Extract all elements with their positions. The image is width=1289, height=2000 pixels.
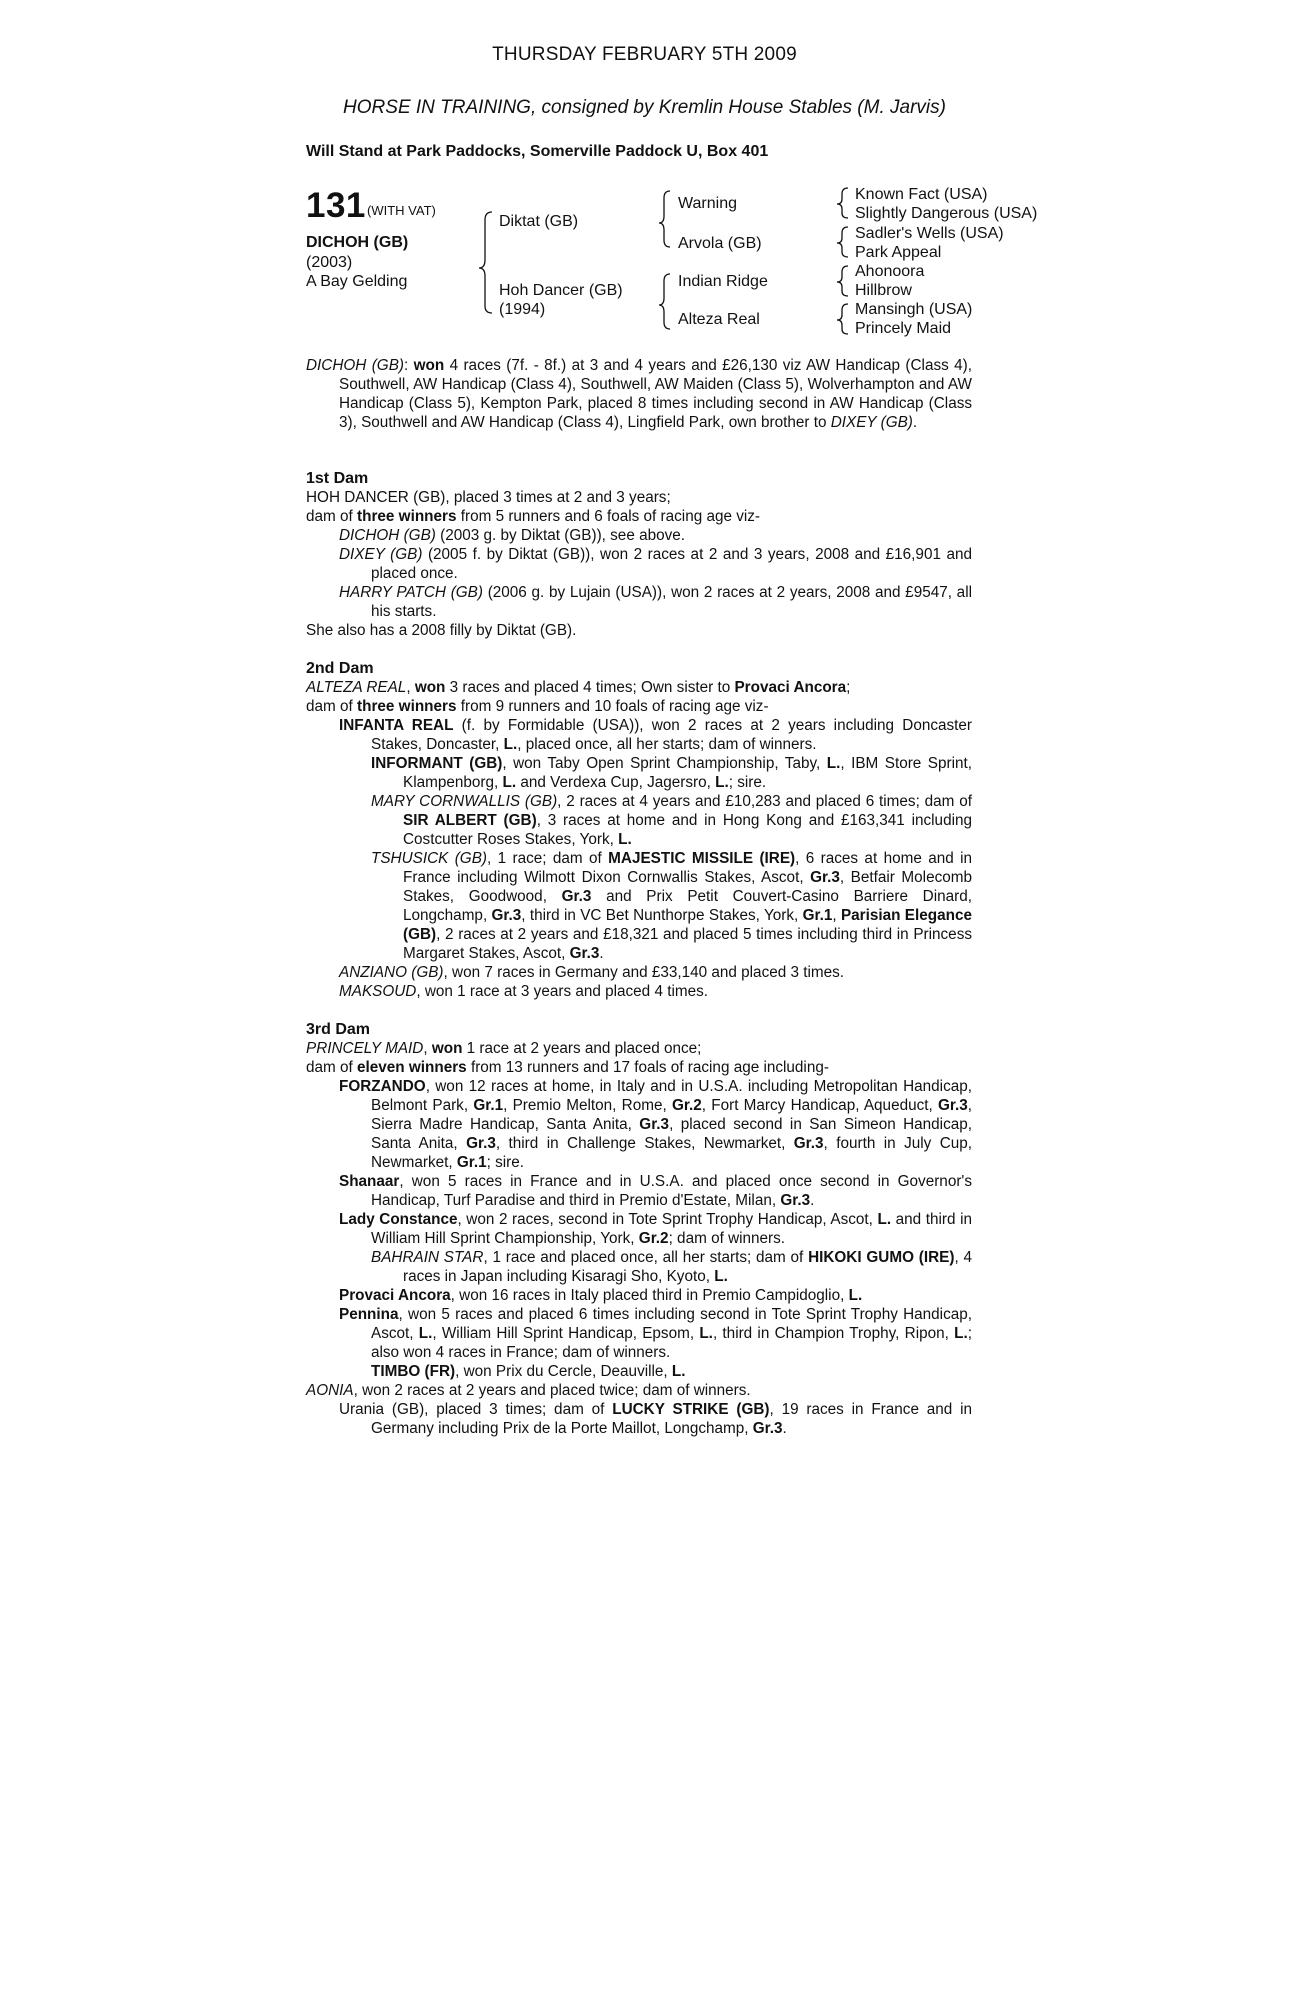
pedigree-gen3-4: Park Appeal [855,244,942,261]
pedigree-dam-year: (1994) [499,301,546,318]
second-dam-section: 2nd Dam ALTEZA REAL, won 3 races and placed 4 times; Own sister to Provaci Ancora; dam of three winners from 9 runners and 10 foals of racing age viz- INFANTA REAL (f. by Formidable (USA)), won 2 races at 2 years including Doncaster Stakes, Doncaster, L., placed once, all her starts; dam of winners. INFORMANT (GB), won Taby Open Sprint Championship, Taby, L., IBM Store Sprint, Klampenborg, L. and Verdexa Cup, Jagersro, L.; sire. MARY CORNWALLIS (GB), 2 races at 4 years and £10,283 and placed 6 times; dam of SIR ALBERT (GB), 3 races at home and in Hong Kong and £163,341 including Costcutter Roses Stakes, York, L. TSHUSICK (GB), 1 race; dam of MAJESTIC MISSILE (IRE), 6 races at home and in France including Wilmott Dixon Cornwallis Stakes, Ascot, Gr.3, Betfair Molecomb Stakes, Goodwood, Gr.3 and Prix Petit Couvert-Casino Barriere Dinard, Longchamp, Gr.3, third in VC Bet Nunthorpe Stakes, York, Gr.1, Parisian Elegance (GB), 2 races at 2 years and £18,321 and placed 5 times including third in Princess Margaret Stakes, Ascot, Gr.3. ANZIANO (GB), won 7 races in Germany and £33,140 and placed 3 times. MAKSOUD, won 1 race at 3 years and placed 4 times. [306,660,973,1000]
progeny-entry: ANZIANO (GB), won 7 races in Germany and £33,140 and placed 3 times. [339,964,845,981]
progeny-entry: Urania (GB), placed 3 times; dam of LUCKY STRIKE (GB), 19 races in France and in Germany including Prix de la Porte Maillot, Longchamp, Gr.3. [339,1401,973,1437]
progeny-entry: Provaci Ancora, won 16 races in Italy placed third in Premio Campidoglio, L. [339,1287,863,1304]
progeny-entry: INFORMANT (GB), won Taby Open Sprint Championship, Taby, L., IBM Store Sprint, Klampenborg, L. and Verdexa Cup, Jagersro, L.; sire. [371,755,973,791]
record-horse-name: DICHOH (GB) [306,357,404,374]
racing-record: DICHOH (GB): won 4 races (7f. - 8f.) at 3 and 4 years and £26,130 viz AW Handicap (Class 4), Southwell, AW Handicap (Class 4), Southwell, AW Maiden (Class 5), Wolverhampton and AW Handicap (Class 5), Kempton Park, placed 8 times including second in AW Handicap (Class 3), Southwell and AW Handicap (Class 4), Lingfield Park, own brother to DIXEY (GB). [306,357,972,431]
vat-note: (WITH VAT) [367,203,436,218]
lot-number: 131 [306,186,366,225]
progeny-entry: AONIA, won 2 races at 2 years and placed twice; dam of winners. [306,1382,751,1399]
progeny-entry: DIXEY (GB) (2005 f. by Diktat (GB)), won 2 races at 2 and 3 years, 2008 and £16,901 and placed once. [339,546,972,582]
progeny-entry: Lady Constance, won 2 races, second in Tote Sprint Trophy Handicap, Ascot, L. and third in William Hill Sprint Championship, York, Gr.2; dam of winners. [339,1211,972,1247]
progeny-entry: MAKSOUD, won 1 race at 3 years and placed 4 times. [339,983,708,1000]
progeny-entry: Shanaar, won 5 races in France and in U.S.A. and placed once second in Governor's Handicap, Turf Paradise and third in Premio d'Estate, Milan, Gr.3. [339,1173,972,1209]
progeny-entry: DICHOH (GB) (2003 g. by Diktat (GB)), see above. [339,527,686,544]
pedigree-gen3-1: Known Fact (USA) [855,186,988,203]
pedigree-dam: Hoh Dancer (GB) [499,282,623,299]
pedigree-gen3-2: Slightly Dangerous (USA) [855,205,1038,222]
pedigree-gen3-8: Princely Maid [855,320,952,337]
sale-date: THURSDAY FEBRUARY 5TH 2009 [492,44,797,65]
horse-year: (2003) [306,254,353,271]
horse-name: DICHOH (GB) [306,234,409,251]
progeny-entry: Pennina, won 5 races and placed 6 times including second in Tote Sprint Trophy Handicap, Ascot, L., William Hill Sprint Handicap, Epsom, L., third in Champion Trophy, Ripon, L.; also won 4 races in France; dam of winners. [339,1306,973,1361]
pedigree-gen2-3: Indian Ridge [678,273,768,290]
first-dam-heading: 1st Dam [306,470,369,487]
pedigree-brackets [0,0,1289,360]
progeny-entry: BAHRAIN STAR, 1 race and placed once, all her starts; dam of HIKOKI GUMO (IRE), 4 races in Japan including Kisaragi Sho, Kyoto, L. [371,1249,972,1285]
third-dam-heading: 3rd Dam [306,1021,371,1038]
stand-location: Will Stand at Park Paddocks, Somerville Paddock U, Box 401 [306,143,769,160]
pedigree-gen2-4: Alteza Real [678,311,760,328]
pedigree-gen3-7: Mansingh (USA) [855,301,973,318]
first-dam-section: 1st Dam HOH DANCER (GB), placed 3 times at 2 and 3 years; dam of three winners from 5 runners and 6 foals of racing age viz- DICHOH (GB) (2003 g. by Diktat (GB)), see above. DIXEY (GB) (2005 f. by Diktat (GB)), won 2 races at 2 and 3 years, 2008 and £16,901 and placed once. HARRY PATCH (GB) (2006 g. by Lujain (USA)), won 2 races at 2 years, 2008 and £9547, all his starts. She also has a 2008 filly by Diktat (GB). [306,470,972,639]
progeny-entry: TIMBO (FR), won Prix du Cercle, Deauville, L. [371,1363,686,1380]
consignment-line: HORSE IN TRAINING, consigned by Kremlin House Stables (M. Jarvis) [343,97,946,118]
pedigree-sire: Diktat (GB) [499,213,579,230]
progeny-entry: MARY CORNWALLIS (GB), 2 races at 4 years and £10,283 and placed 6 times; dam of SIR ALBERT (GB), 3 races at home and in Hong Kong and £163,341 including Costcutter Roses Stakes, York, L. [371,793,972,848]
second-dam-heading: 2nd Dam [306,660,374,677]
pedigree-gen3-3: Sadler's Wells (USA) [855,225,1004,242]
progeny-entry: INFANTA REAL (f. by Formidable (USA)), won 2 races at 2 years including Doncaster Stakes, Doncaster, L., placed once, all her starts; dam of winners. [339,717,972,753]
pedigree-gen3-5: Ahonoora [855,263,925,280]
pedigree-gen3-6: Hillbrow [855,282,912,299]
pedigree-gen2-2: Arvola (GB) [678,235,762,252]
progeny-entry: TSHUSICK (GB), 1 race; dam of MAJESTIC MISSILE (IRE), 6 races at home and in France including Wilmott Dixon Cornwallis Stakes, Ascot, Gr.3, Betfair Molecomb Stakes, Goodwood, Gr.3 and Prix Petit Couvert-Casino Barriere Dinard, Longchamp, Gr.3, third in VC Bet Nunthorpe Stakes, York, Gr.1, Parisian Elegance (GB), 2 races at 2 years and £18,321 and placed 5 times including third in Princess Margaret Stakes, Ascot, Gr.3. [371,850,973,962]
progeny-entry: HARRY PATCH (GB) (2006 g. by Lujain (USA)), won 2 races at 2 years, 2008 and £9547, all his starts. [339,584,972,620]
third-dam-section: 3rd Dam PRINCELY MAID, won 1 race at 2 years and placed once; dam of eleven winners from 13 runners and 17 foals of racing age including- FORZANDO, won 12 races at home, in Italy and in U.S.A. including Metropolitan Handicap, Belmont Park, Gr.1, Premio Melton, Rome, Gr.2, Fort Marcy Handicap, Aqueduct, Gr.3, Sierra Madre Handicap, Santa Anita, Gr.3, placed second in San Simeon Handicap, Santa Anita, Gr.3, third in Challenge Stakes, Newmarket, Gr.3, fourth in July Cup, Newmarket, Gr.1; sire. Shanaar, won 5 races in France and in U.S.A. and placed once second in Governor's Handicap, Turf Paradise and third in Premio d'Estate, Milan, Gr.3. Lady Constance, won 2 races, second in Tote Sprint Trophy Handicap, Ascot, L. and third in William Hill Sprint Championship, York, Gr.2; dam of winners. BAHRAIN STAR, 1 race and placed once, all her starts; dam of HIKOKI GUMO (IRE), 4 races in Japan including Kisaragi Sho, Kyoto, L. Provaci Ancora, won 16 races in Italy placed third in Premio Campidoglio, L. Pennina, won 5 races and placed 6 times including second in Tote Sprint Trophy Handicap, Ascot, L., William Hill Sprint Handicap, Epsom, L., third in Champion Trophy, Ripon, L.; also won 4 races in France; dam of winners. TIMBO (FR), won Prix du Cercle, Deauville, L. AONIA, won 2 races at 2 years and placed twice; dam of winners. Urania (GB), placed 3 times; dam of LUCKY STRIKE (GB), 19 races in France and in Germany including Prix de la Porte Maillot, Longchamp, Gr.3. [306,1021,973,1437]
progeny-entry: FORZANDO, won 12 races at home, in Italy and in U.S.A. including Metropolitan Handicap, Belmont Park, Gr.1, Premio Melton, Rome, Gr.2, Fort Marcy Handicap, Aqueduct, Gr.3, Sierra Madre Handicap, Santa Anita, Gr.3, placed second in San Simeon Handicap, Santa Anita, Gr.3, third in Challenge Stakes, Newmarket, Gr.3, fourth in July Cup, Newmarket, Gr.1; sire. [339,1078,972,1171]
pedigree-gen2-1: Warning [678,195,737,212]
horse-description: A Bay Gelding [306,273,408,290]
